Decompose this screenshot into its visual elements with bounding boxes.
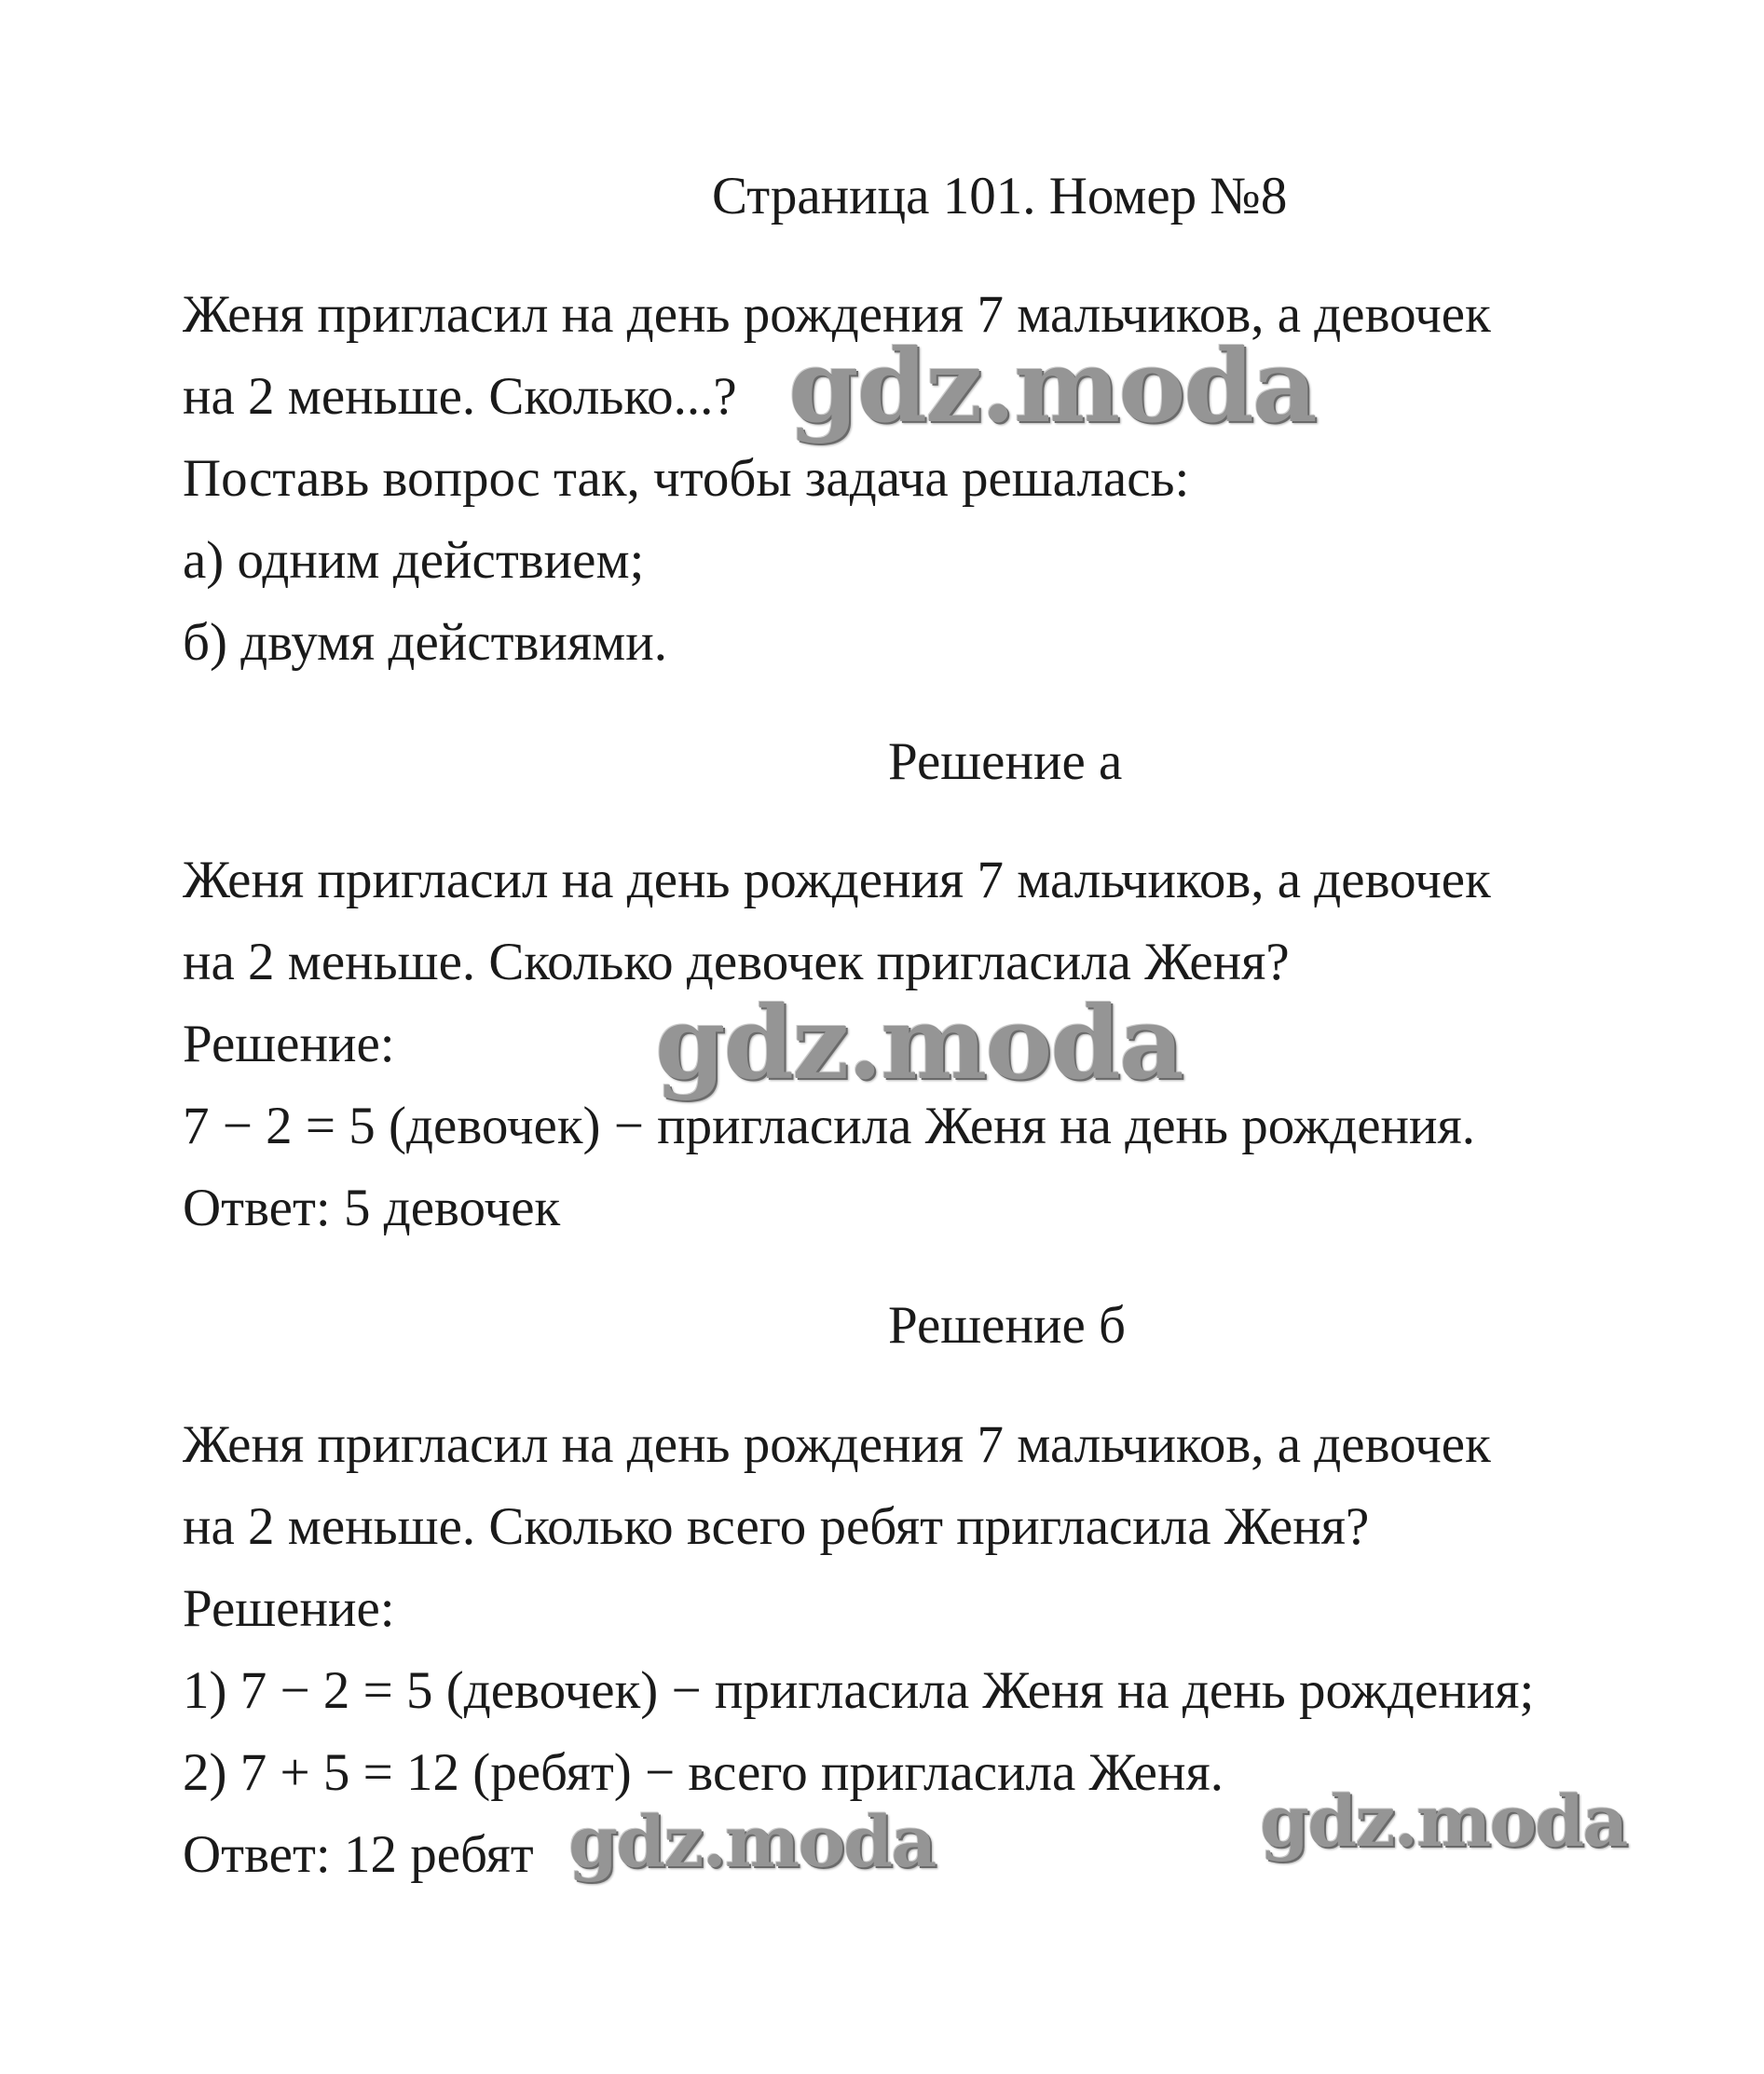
watermark-logo: gdz.moda bbox=[655, 985, 1183, 1102]
solution-b-line-5: 2) 7 + 5 = 12 (ребят) − всего пригласила Женя. bbox=[183, 1743, 1224, 1802]
solution-b-line-2: на 2 меньше. Сколько всего ребят пригласила Женя? bbox=[183, 1497, 1370, 1556]
watermark-logo: gdz.moda bbox=[1260, 1780, 1627, 1863]
solution-a-line-2: на 2 меньше. Сколько девочек пригласила Женя? bbox=[183, 933, 1290, 991]
watermark-logo: gdz.moda bbox=[788, 328, 1316, 445]
solution-a-line-3: Решение: bbox=[183, 1015, 395, 1073]
solution-b-line-3: Решение: bbox=[183, 1579, 395, 1638]
watermark-logo: gdz.moda bbox=[568, 1800, 936, 1883]
solution-b-answer: Ответ: 12 ребят bbox=[183, 1825, 534, 1884]
page-title: Страница 101. Номер №8 bbox=[712, 167, 1288, 225]
problem-line-5: б) двумя действиями. bbox=[183, 613, 667, 672]
problem-line-3: Поставь вопрос так, чтобы задача решалась: bbox=[183, 449, 1190, 508]
solution-a-line-4: 7 − 2 = 5 (девочек) − пригласила Женя на день рождения. bbox=[183, 1097, 1475, 1155]
problem-line-1: Женя пригласил на день рождения 7 мальчиков, а девочек bbox=[183, 285, 1491, 344]
problem-line-2: на 2 меньше. Сколько...? bbox=[183, 367, 737, 426]
solution-a-heading: Решение а bbox=[888, 732, 1123, 791]
solution-a-answer: Ответ: 5 девочек bbox=[183, 1179, 561, 1237]
solution-b-line-4: 1) 7 − 2 = 5 (девочек) − пригласила Женя на день рождения; bbox=[183, 1661, 1535, 1720]
solution-a-line-1: Женя пригласил на день рождения 7 мальчиков, а девочек bbox=[183, 851, 1491, 909]
solution-b-heading: Решение б bbox=[888, 1296, 1126, 1355]
solution-b-line-1: Женя пригласил на день рождения 7 мальчиков, а девочек bbox=[183, 1415, 1491, 1474]
problem-line-4: а) одним действием; bbox=[183, 531, 645, 590]
